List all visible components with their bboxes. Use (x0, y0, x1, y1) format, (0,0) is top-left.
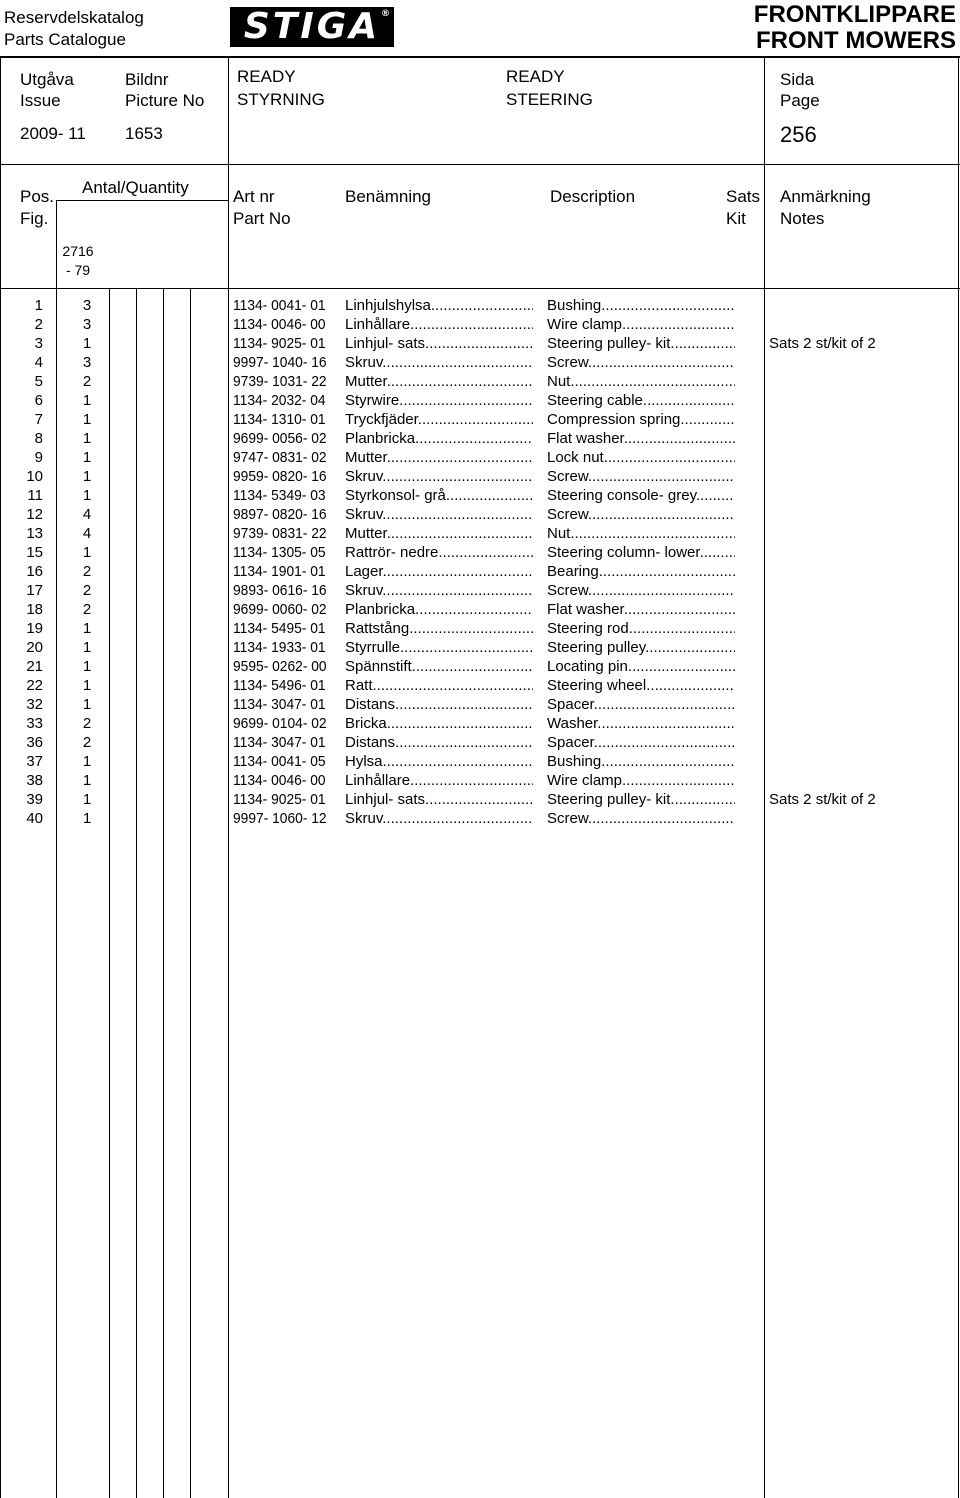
table-row (0, 771, 960, 790)
description-en-cell: Steering column- lower ..... (547, 543, 735, 562)
quantity-cell: 1 (82, 810, 92, 827)
col-header-notes: Notes (780, 209, 825, 228)
name-sv-cell: Lager ..... (345, 562, 533, 581)
quantity-cell: 1 (82, 411, 92, 428)
name-sv-cell: Distans ..... (345, 733, 533, 752)
section-sv: STYRNING (237, 90, 325, 109)
table-row (0, 733, 960, 752)
registered-mark: ® (381, 9, 390, 19)
description-en-cell: Spacer ..... (547, 695, 735, 714)
description-en-cell: Steering pulley- kit ..... (547, 790, 735, 809)
col-header-quantity: Antal/Quantity (82, 178, 189, 197)
name-sv-cell: Styrkonsol- grå ..... (345, 486, 533, 505)
part-number-cell: 9997- 1040- 16 (233, 354, 327, 371)
part-number-cell: 1134- 1305- 05 (233, 544, 326, 561)
name-sv-cell: Planbricka ..... (345, 429, 533, 448)
part-number-cell: 9699- 0060- 02 (233, 601, 327, 618)
table-row (0, 581, 960, 600)
col-header-anmarkning: Anmärkning (780, 187, 871, 206)
pos-cell: 33 (26, 715, 43, 732)
header-rule (0, 56, 960, 58)
table-row (0, 714, 960, 733)
description-en-cell: Nut ..... (547, 372, 735, 391)
pos-cell: 19 (26, 620, 43, 637)
name-sv-cell: Linhjul- sats ..... (345, 790, 533, 809)
part-number-cell: 9897- 0820- 16 (233, 506, 327, 523)
issue-label-sv: Utgåva (20, 70, 74, 89)
quantity-cell: 1 (82, 392, 92, 409)
name-sv-cell: Tryckfjäder ..... (345, 410, 533, 429)
part-number-cell: 1134- 1901- 01 (233, 563, 326, 580)
picture-label-sv: Bildnr (125, 70, 169, 89)
table-row (0, 676, 960, 695)
quantity-cell: 1 (82, 639, 92, 656)
part-number-cell: 1134- 5495- 01 (233, 620, 326, 637)
name-sv-cell: Planbricka ..... (345, 600, 533, 619)
quantity-cell: 1 (82, 658, 92, 675)
name-sv-cell: Skruv ..... (345, 467, 533, 486)
description-en-cell: Steering cable ..... (547, 391, 735, 410)
description-en-cell: Screw ..... (547, 467, 735, 486)
description-en-cell: Nut ..... (547, 524, 735, 543)
table-row (0, 543, 960, 562)
pos-cell: 38 (26, 772, 43, 789)
quantity-cell: 1 (82, 544, 92, 561)
name-sv-cell: Mutter ..... (345, 524, 533, 543)
table-row (0, 429, 960, 448)
description-en-cell: Washer ..... (547, 714, 735, 733)
quantity-cell: 2 (82, 373, 92, 390)
picture-value: 1653 (125, 124, 163, 143)
part-number-cell: 1134- 1310- 01 (233, 411, 326, 428)
col-header-pos: Pos. (20, 187, 55, 206)
description-en-cell: Bushing ..... (547, 752, 735, 771)
table-row (0, 334, 960, 353)
name-sv-cell: Linhållare ..... (345, 315, 533, 334)
description-en-cell: Bearing ..... (547, 562, 735, 581)
description-en-cell: Spacer ..... (547, 733, 735, 752)
table-row (0, 448, 960, 467)
part-number-cell: 9699- 0104- 02 (233, 715, 327, 732)
name-sv-cell: Linhjulshylsa ..... (345, 296, 533, 315)
part-number-cell: 1134- 9025- 01 (233, 335, 326, 352)
quantity-cell: 2 (82, 601, 92, 618)
part-number-cell: 1134- 3047- 01 (233, 734, 326, 751)
description-en-cell: Wire clamp ..... (547, 315, 735, 334)
pos-cell: 18 (26, 601, 43, 618)
page-number: 256 (780, 122, 817, 147)
pos-cell: 11 (27, 487, 43, 504)
name-sv-cell: Spännstift ..... (345, 657, 533, 676)
part-number-cell: 1134- 9025- 01 (233, 791, 326, 808)
part-number-cell: 1134- 5349- 03 (233, 487, 326, 504)
pos-cell: 16 (26, 563, 43, 580)
table-row (0, 410, 960, 429)
table-row (0, 391, 960, 410)
pos-cell: 15 (26, 544, 43, 561)
name-sv-cell: Distans ..... (345, 695, 533, 714)
quantity-cell: 2 (82, 582, 92, 599)
description-en-cell: Steering pulley- kit ..... (547, 334, 735, 353)
table-row (0, 467, 960, 486)
description-en-cell: Compression spring ..... (547, 410, 735, 429)
col-header-benamning: Benämning (345, 187, 432, 206)
quantity-cell: 1 (82, 753, 92, 770)
pos-cell: 2 (34, 316, 43, 333)
parts-list (0, 296, 960, 828)
pos-cell: 5 (34, 373, 43, 390)
table-row (0, 809, 960, 828)
pos-cell: 32 (26, 696, 43, 713)
quantity-cell: 4 (82, 525, 92, 542)
description-en-cell: Screw ..... (547, 581, 735, 600)
part-number-cell: 1134- 0046- 00 (233, 316, 326, 333)
part-number-cell: 1134- 2032- 04 (233, 392, 326, 409)
description-en-cell: Screw ..... (547, 353, 735, 372)
pos-cell: 22 (26, 677, 43, 694)
part-number-cell: 9997- 1060- 12 (233, 810, 327, 827)
description-en-cell: Steering console- grey ..... (547, 486, 735, 505)
name-sv-cell: Hylsa ..... (345, 752, 533, 771)
table-row (0, 695, 960, 714)
quantity-cell: 3 (82, 354, 92, 371)
col-header-description: Description (550, 187, 636, 206)
pos-cell: 7 (34, 411, 43, 428)
part-number-cell: 9893- 0616- 16 (233, 582, 327, 599)
name-sv-cell: Ratt ..... (345, 676, 533, 695)
quantity-cell: 1 (82, 468, 92, 485)
quantity-cell: 3 (82, 316, 92, 333)
description-en-cell: Screw ..... (547, 505, 735, 524)
description-en-cell: Steering pulley ..... (547, 638, 735, 657)
table-row (0, 619, 960, 638)
table-row (0, 638, 960, 657)
name-sv-cell: Mutter ..... (345, 372, 533, 391)
table-row (0, 372, 960, 391)
part-number-cell: 1134- 3047- 01 (233, 696, 326, 713)
part-number-cell: 9739- 0831- 22 (233, 525, 327, 542)
quantity-cell: 2 (82, 715, 92, 732)
part-number-cell: 1134- 0041- 05 (233, 753, 326, 770)
pos-cell: 3 (34, 335, 43, 352)
col-header-art-nr: Art nr (233, 187, 275, 206)
name-sv-cell: Rattstång ..... (345, 619, 533, 638)
section-en: STEERING (506, 90, 593, 109)
model-code-2: - 79 (65, 262, 91, 278)
description-en-cell: Flat washer ..... (547, 429, 735, 448)
pos-cell: 10 (26, 468, 43, 485)
part-number-cell: 9595- 0262- 00 (233, 658, 327, 675)
part-number-cell: 9959- 0820- 16 (233, 468, 327, 485)
name-sv-cell: Skruv ..... (345, 581, 533, 600)
col-header-part-no: Part No (233, 209, 291, 228)
table-row (0, 562, 960, 581)
model-code-1: 2716 (62, 243, 94, 259)
pos-cell: 6 (34, 392, 43, 409)
table-row (0, 790, 960, 809)
notes-cell: Sats 2 st/kit of 2 (769, 791, 876, 808)
catalog-title-en: Parts Catalogue (4, 30, 126, 49)
column-header-rule (0, 288, 960, 289)
part-number-cell: 9739- 1031- 22 (233, 373, 327, 390)
name-sv-cell: Skruv ..... (345, 353, 533, 372)
quantity-cell: 1 (82, 487, 92, 504)
page-label-en: Page (780, 91, 820, 110)
col-header-kit: Kit (726, 209, 746, 228)
name-sv-cell: Styrrulle ..... (345, 638, 533, 657)
pos-cell: 40 (26, 810, 43, 827)
table-row (0, 486, 960, 505)
quantity-cell: 1 (82, 620, 92, 637)
pos-cell: 9 (34, 449, 43, 466)
model-en: READY (506, 67, 565, 86)
table-row (0, 353, 960, 372)
info-rule (0, 164, 960, 165)
part-number-cell: 9699- 0056- 02 (233, 430, 327, 447)
quantity-cell: 2 (82, 563, 92, 580)
name-sv-cell: Bricka ..... (345, 714, 533, 733)
table-row (0, 600, 960, 619)
name-sv-cell: Skruv ..... (345, 809, 533, 828)
quantity-cell: 1 (82, 696, 92, 713)
name-sv-cell: Linhållare ..... (345, 771, 533, 790)
table-row (0, 505, 960, 524)
table-row (0, 657, 960, 676)
stiga-logo (230, 7, 394, 47)
quantity-cell: 1 (82, 335, 92, 352)
pos-cell: 36 (26, 734, 43, 751)
table-row (0, 296, 960, 315)
section-title-en: FRONT MOWERS (756, 27, 956, 54)
quantity-cell: 1 (82, 449, 92, 466)
quantity-cell: 1 (82, 677, 92, 694)
pos-cell: 8 (34, 430, 43, 447)
quantity-cell: 4 (82, 506, 92, 523)
table-row (0, 524, 960, 543)
description-en-cell: Flat washer ..... (547, 600, 735, 619)
pos-cell: 37 (26, 753, 43, 770)
quantity-cell: 1 (82, 772, 92, 789)
name-sv-cell: Linhjul- sats ..... (345, 334, 533, 353)
pos-cell: 17 (26, 582, 43, 599)
model-sv: READY (237, 67, 296, 86)
name-sv-cell: Styrwire ..... (345, 391, 533, 410)
pos-cell: 20 (26, 639, 43, 656)
table-row (0, 315, 960, 334)
description-en-cell: Screw ..... (547, 809, 735, 828)
pos-cell: 4 (34, 354, 43, 371)
description-en-cell: Bushing ..... (547, 296, 735, 315)
part-number-cell: 1134- 0046- 00 (233, 772, 326, 789)
page-label-sv: Sida (780, 70, 815, 89)
quantity-cell: 1 (82, 791, 92, 808)
description-en-cell: Steering rod ..... (547, 619, 735, 638)
issue-label-en: Issue (20, 91, 61, 110)
issue-value: 2009- 11 (20, 124, 86, 143)
pos-cell: 39 (26, 791, 43, 808)
part-number-cell: 1134- 5496- 01 (233, 677, 326, 694)
part-number-cell: 1134- 1933- 01 (233, 639, 326, 656)
pos-cell: 13 (26, 525, 43, 542)
pos-cell: 21 (26, 658, 43, 675)
quantity-cell: 3 (82, 297, 92, 314)
part-number-cell: 9747- 0831- 02 (233, 449, 327, 466)
catalog-title-sv: Reservdelskatalog (4, 8, 144, 27)
description-en-cell: Wire clamp ..... (547, 771, 735, 790)
part-number-cell: 1134- 0041- 01 (233, 297, 326, 314)
pos-cell: 1 (34, 297, 43, 314)
description-en-cell: Lock nut ..... (547, 448, 735, 467)
col-header-fig: Fig. (20, 209, 49, 228)
name-sv-cell: Skruv ..... (345, 505, 533, 524)
name-sv-cell: Rattrör- nedre ..... (345, 543, 533, 562)
table-row (0, 752, 960, 771)
section-title-sv: FRONTKLIPPARE (753, 1, 956, 28)
picture-label-en: Picture No (125, 91, 205, 110)
quantity-cell: 2 (82, 734, 92, 751)
name-sv-cell: Mutter ..... (345, 448, 533, 467)
logo-text: STIGA (243, 6, 381, 47)
col-header-sats: Sats (726, 187, 761, 206)
quantity-cell: 1 (82, 430, 92, 447)
description-en-cell: Locating pin ..... (547, 657, 735, 676)
quantity-header-rule (56, 200, 228, 201)
description-en-cell: Steering wheel ..... (547, 676, 735, 695)
notes-cell: Sats 2 st/kit of 2 (769, 335, 876, 352)
pos-cell: 12 (26, 506, 43, 523)
